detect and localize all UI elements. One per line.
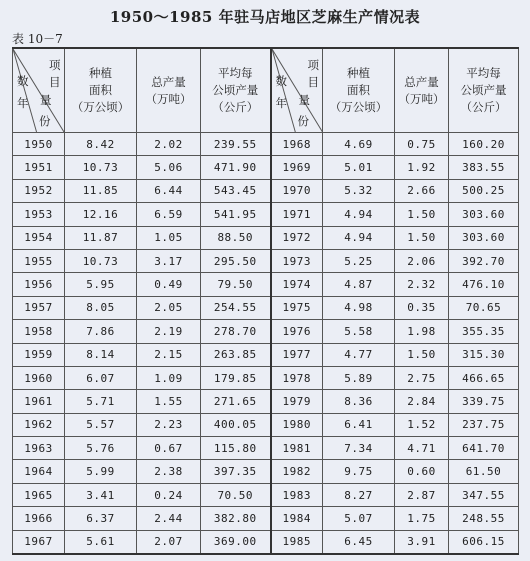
corner-label-count-1: 数: [275, 74, 287, 88]
cell-yield: 392.70: [449, 249, 519, 272]
cell-yield: 237.75: [449, 413, 519, 436]
cell-output: 0.60: [395, 460, 449, 483]
table-title: 1950～1985 年驻马店地区芝麻生产情况表: [109, 8, 421, 26]
table-row: [13, 296, 519, 319]
cell-yield: 541.95: [201, 203, 271, 226]
cell-year: 1963: [13, 437, 65, 460]
table-row: [13, 413, 519, 436]
cell-year: 1981: [271, 437, 323, 460]
cell-output: 5.06: [137, 156, 201, 179]
cell-output: 2.06: [395, 249, 449, 272]
cell-yield: 303.60: [449, 226, 519, 249]
cell-yield: 606.15: [449, 530, 519, 554]
cell-yield: 471.90: [201, 156, 271, 179]
cell-output: 0.67: [137, 437, 201, 460]
cell-yield: 400.05: [201, 413, 271, 436]
corner-label-count-2: 量: [298, 93, 310, 107]
table-row: [13, 226, 519, 249]
cell-output: 2.05: [137, 296, 201, 319]
cell-output: 0.24: [137, 483, 201, 506]
cell-area: 7.34: [323, 437, 395, 460]
cell-area: 5.89: [323, 366, 395, 389]
cell-year: 1982: [271, 460, 323, 483]
cell-year: 1966: [13, 507, 65, 530]
header-output: 总产量 （万吨）: [137, 48, 201, 133]
cell-year: 1969: [271, 156, 323, 179]
cell-year: 1950: [13, 133, 65, 156]
cell-area: 5.61: [65, 530, 137, 554]
cell-area: 11.87: [65, 226, 137, 249]
cell-area: 4.87: [323, 273, 395, 296]
cell-area: 5.95: [65, 273, 137, 296]
cell-year: 1975: [271, 296, 323, 319]
cell-yield: 79.50: [201, 273, 271, 296]
cell-output: 2.07: [137, 530, 201, 554]
cell-area: 4.94: [323, 203, 395, 226]
cell-output: 2.66: [395, 179, 449, 202]
cell-area: 6.45: [323, 530, 395, 554]
cell-output: 0.75: [395, 133, 449, 156]
cell-output: 1.75: [395, 507, 449, 530]
cell-yield: 263.85: [201, 343, 271, 366]
cell-year: 1977: [271, 343, 323, 366]
cell-area: 6.07: [65, 366, 137, 389]
cell-year: 1962: [13, 413, 65, 436]
cell-output: 2.19: [137, 320, 201, 343]
cell-area: 5.07: [323, 507, 395, 530]
table-row: [13, 273, 519, 296]
cell-output: 0.35: [395, 296, 449, 319]
cell-year: 1967: [13, 530, 65, 554]
table-body: [13, 133, 519, 555]
corner-header-left: [13, 48, 65, 133]
cell-yield: 355.35: [449, 320, 519, 343]
cell-area: 8.27: [323, 483, 395, 506]
cell-year: 1968: [271, 133, 323, 156]
sesame-production-table: [12, 47, 519, 555]
corner-label-count-1: 数: [17, 74, 29, 88]
cell-year: 1965: [13, 483, 65, 506]
cell-year: 1959: [13, 343, 65, 366]
cell-area: 7.86: [65, 320, 137, 343]
cell-year: 1985: [271, 530, 323, 554]
cell-yield: 271.65: [201, 390, 271, 413]
header-yield: 平均每 公顷产量 （公斤）: [449, 48, 519, 133]
cell-output: 1.05: [137, 226, 201, 249]
header-output: 总产量 （万吨）: [395, 48, 449, 133]
cell-output: 1.55: [137, 390, 201, 413]
corner-label-count-2: 量: [40, 93, 52, 107]
cell-year: 1957: [13, 296, 65, 319]
cell-yield: 466.65: [449, 366, 519, 389]
table-row: [13, 437, 519, 460]
cell-area: 6.37: [65, 507, 137, 530]
cell-area: 5.76: [65, 437, 137, 460]
corner-label-item-1: 项: [307, 58, 319, 72]
cell-output: 2.44: [137, 507, 201, 530]
table-row: [13, 390, 519, 413]
table-row: [13, 507, 519, 530]
cell-year: 1953: [13, 203, 65, 226]
cell-output: 2.38: [137, 460, 201, 483]
cell-area: 9.75: [323, 460, 395, 483]
cell-output: 3.91: [395, 530, 449, 554]
corner-label-item-1: 项: [49, 58, 61, 72]
cell-yield: 543.45: [201, 179, 271, 202]
cell-yield: 115.80: [201, 437, 271, 460]
cell-yield: 179.85: [201, 366, 271, 389]
cell-area: 8.42: [65, 133, 137, 156]
corner-label-year-2: 份: [297, 114, 309, 128]
cell-yield: 160.20: [449, 133, 519, 156]
cell-yield: 315.30: [449, 343, 519, 366]
cell-yield: 239.55: [201, 133, 271, 156]
cell-output: 6.44: [137, 179, 201, 202]
cell-year: 1952: [13, 179, 65, 202]
cell-year: 1972: [271, 226, 323, 249]
cell-output: 1.50: [395, 343, 449, 366]
cell-yield: 476.10: [449, 273, 519, 296]
cell-year: 1973: [271, 249, 323, 272]
cell-year: 1980: [271, 413, 323, 436]
corner-label-item-2: 目: [307, 75, 319, 89]
cell-area: 6.41: [323, 413, 395, 436]
cell-year: 1954: [13, 226, 65, 249]
corner-header-right: [271, 48, 323, 133]
cell-output: 2.75: [395, 366, 449, 389]
cell-area: 11.85: [65, 179, 137, 202]
cell-area: 5.99: [65, 460, 137, 483]
corner-label-year-2: 份: [39, 114, 51, 128]
cell-area: 8.36: [323, 390, 395, 413]
corner-label-year-1: 年: [275, 96, 287, 110]
table-row: [13, 179, 519, 202]
cell-year: 1976: [271, 320, 323, 343]
cell-output: 2.02: [137, 133, 201, 156]
cell-year: 1956: [13, 273, 65, 296]
table-row: [13, 249, 519, 272]
table-row: [13, 133, 519, 156]
table-row: [13, 156, 519, 179]
cell-yield: 382.80: [201, 507, 271, 530]
cell-yield: 70.50: [201, 483, 271, 506]
table-number: 表 10－7: [12, 32, 63, 46]
cell-area: 5.32: [323, 179, 395, 202]
cell-yield: 295.50: [201, 249, 271, 272]
cell-area: 10.73: [65, 249, 137, 272]
cell-yield: 254.55: [201, 296, 271, 319]
cell-yield: 303.60: [449, 203, 519, 226]
cell-output: 1.50: [395, 203, 449, 226]
cell-yield: 88.50: [201, 226, 271, 249]
header-row: [13, 48, 519, 133]
cell-year: 1964: [13, 460, 65, 483]
cell-year: 1955: [13, 249, 65, 272]
header-yield: 平均每 公顷产量 （公斤）: [201, 48, 271, 133]
cell-yield: 641.70: [449, 437, 519, 460]
cell-year: 1970: [271, 179, 323, 202]
cell-area: 12.16: [65, 203, 137, 226]
cell-yield: 397.35: [201, 460, 271, 483]
corner-label-item-2: 目: [49, 75, 61, 89]
cell-output: 1.92: [395, 156, 449, 179]
cell-output: 2.15: [137, 343, 201, 366]
cell-year: 1960: [13, 366, 65, 389]
header-area: 种植 面积 （万公顷）: [323, 48, 395, 133]
cell-output: 3.17: [137, 249, 201, 272]
cell-year: 1958: [13, 320, 65, 343]
cell-year: 1979: [271, 390, 323, 413]
cell-output: 1.09: [137, 366, 201, 389]
cell-area: 8.05: [65, 296, 137, 319]
table-row: [13, 483, 519, 506]
cell-yield: 339.75: [449, 390, 519, 413]
cell-output: 0.49: [137, 273, 201, 296]
cell-yield: 383.55: [449, 156, 519, 179]
cell-output: 2.84: [395, 390, 449, 413]
cell-area: 4.69: [323, 133, 395, 156]
cell-output: 2.23: [137, 413, 201, 436]
cell-yield: 369.00: [201, 530, 271, 554]
cell-year: 1984: [271, 507, 323, 530]
header-area: 种植 面积 （万公顷）: [65, 48, 137, 133]
cell-output: 4.71: [395, 437, 449, 460]
cell-year: 1978: [271, 366, 323, 389]
table-row: [13, 203, 519, 226]
cell-area: 5.01: [323, 156, 395, 179]
table-row: [13, 460, 519, 483]
cell-year: 1971: [271, 203, 323, 226]
cell-output: 2.32: [395, 273, 449, 296]
cell-area: 4.94: [323, 226, 395, 249]
cell-yield: 70.65: [449, 296, 519, 319]
cell-yield: 248.55: [449, 507, 519, 530]
corner-label-year-1: 年: [17, 96, 29, 110]
cell-area: 10.73: [65, 156, 137, 179]
cell-area: 4.98: [323, 296, 395, 319]
cell-area: 5.58: [323, 320, 395, 343]
cell-area: 4.77: [323, 343, 395, 366]
cell-area: 5.25: [323, 249, 395, 272]
cell-area: 3.41: [65, 483, 137, 506]
cell-yield: 278.70: [201, 320, 271, 343]
cell-area: 8.14: [65, 343, 137, 366]
cell-year: 1974: [271, 273, 323, 296]
table-row: [13, 366, 519, 389]
cell-year: 1961: [13, 390, 65, 413]
table-row: [13, 343, 519, 366]
cell-yield: 500.25: [449, 179, 519, 202]
cell-yield: 347.55: [449, 483, 519, 506]
cell-area: 5.57: [65, 413, 137, 436]
cell-output: 1.52: [395, 413, 449, 436]
table-row: [13, 530, 519, 554]
cell-yield: 61.50: [449, 460, 519, 483]
cell-year: 1951: [13, 156, 65, 179]
cell-output: 6.59: [137, 203, 201, 226]
cell-year: 1983: [271, 483, 323, 506]
table-row: [13, 320, 519, 343]
cell-area: 5.71: [65, 390, 137, 413]
cell-output: 1.98: [395, 320, 449, 343]
cell-output: 1.50: [395, 226, 449, 249]
cell-output: 2.87: [395, 483, 449, 506]
